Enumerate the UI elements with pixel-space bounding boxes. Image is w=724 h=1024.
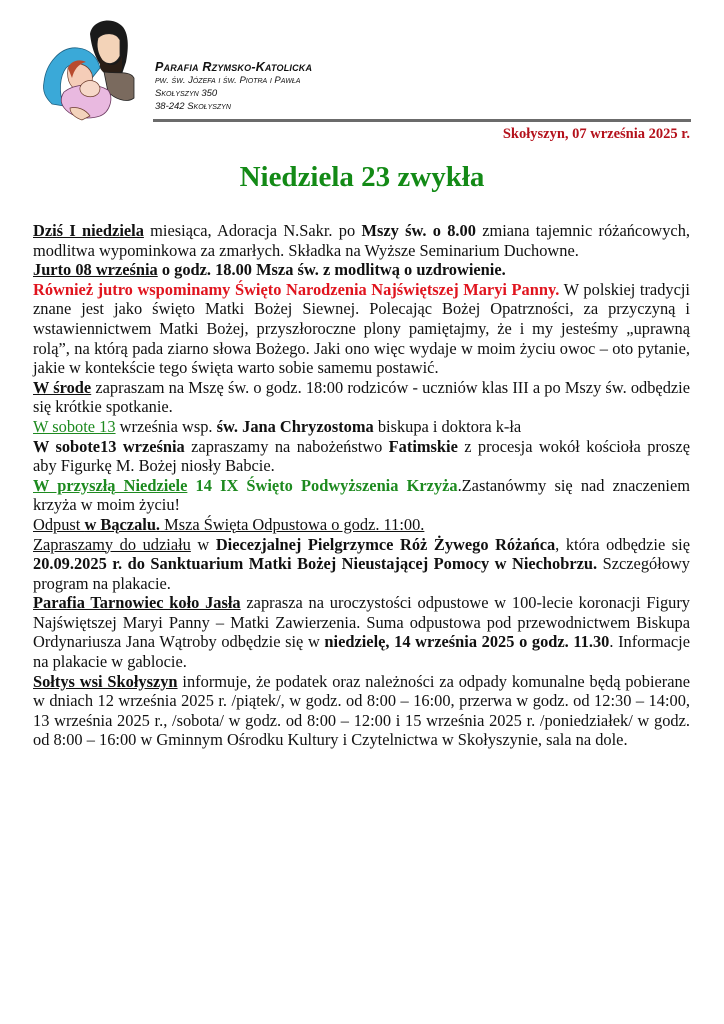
announcement-bold: Diecezjalnej Pielgrzymce Róż Żywego Różańca — [215, 534, 556, 554]
announcement-text: .Zastanówmy się nad znaczeniem krzyża w moim życiu! — [33, 475, 690, 515]
announcement-text: w — [190, 534, 216, 554]
announcement-green-bold: 14 IX Święto Podwyższenia Krzyża — [187, 475, 458, 495]
parish-dedication: pw. św. Józefa i św. Piotra i Pawła — [155, 75, 301, 86]
announcement-text: . Informacje na plakacie w gablocie. — [33, 632, 690, 672]
announcement-text: zapraszamy na nabożeństwo — [184, 436, 389, 456]
announcement-baczal-indulgence — [33, 515, 690, 535]
announcement-fatima-service — [33, 437, 690, 476]
parish-address-line1: Skołyszyn 350 — [155, 88, 218, 99]
announcement-lead: Zapraszamy do udziału — [33, 534, 191, 554]
dateline: Skołyszyn, 07 września 2025 r. — [502, 126, 690, 142]
announcement-text: Msza Święta Odpustowa o godz. 11:00. — [160, 514, 425, 534]
announcement-bold: św. Jana Chryzostoma — [216, 416, 374, 436]
announcement-lead: W sobote 13 — [33, 416, 116, 436]
parish-address-line2: 38-242 Skołyszyn — [155, 101, 231, 112]
parish-name: Parafia Rzymsko-Katolicka — [155, 60, 313, 74]
announcement-text: zmiana tajemnic różańcowych, modlitwa wypominkowa za zmarłych. Składka na Wyższe Seminarium Duchowne. — [33, 221, 690, 260]
announcement-text: miesiąca, Adoracja N.Sakr. po — [143, 221, 362, 240]
announcement-lead: W sobote13 września — [33, 436, 185, 456]
holy-family-logo-icon — [30, 12, 150, 124]
announcement-monday-mass — [33, 260, 690, 280]
announcement-text: zaprasza na uroczystości odpustowe w 100-lecie koronacji Figury Najświętszej Maryi Panny – Matki Zawierzenia. Suma odpustowa pod przewodnictwem Biskupa Ordynariusza Jana Wątroby odbędzie się w — [33, 593, 690, 652]
announcement-wednesday — [33, 378, 690, 417]
announcement-text: Odpust — [33, 514, 85, 534]
announcement-bold: w Bączalu. — [84, 514, 161, 534]
announcement-nativity-of-mary — [33, 280, 690, 378]
announcement-text: , która odbędzie się — [555, 534, 690, 554]
announcement-text: września wsp. — [115, 416, 217, 436]
header-divider — [153, 119, 691, 122]
announcement-tarnowiec-parish — [33, 593, 690, 671]
announcement-text: zapraszam na Mszę św. o godz. 18:00 rodziców - uczniów klas III a po Mszy św. odbędzie się krótkie spotkanie. — [33, 377, 690, 417]
announcement-lead: Dziś I niedziela — [33, 221, 144, 240]
announcement-saturday-chrysostom — [33, 417, 690, 437]
announcement-lead: W środe — [33, 377, 92, 397]
announcement-bold: 20.09.2025 r. do Sanktuarium Matki Bożej Nieustającej Pomocy w Niechobrzu. — [33, 554, 598, 574]
announcement-rosary-pilgrimage — [33, 535, 690, 594]
announcement-text: biskupa i doktora k-ła — [373, 416, 522, 436]
announcement-lead: Parafia Tarnowiec koło Jasła — [33, 593, 241, 613]
page-title: Niedziela 23 zwykła — [239, 161, 485, 193]
announcement-lead: Jurto 08 września — [33, 260, 158, 280]
announcement-text: Szczegółowy program na plakacie. — [33, 554, 690, 593]
announcement-bold: niedzielę, 14 września 2025 o godz. 11.30 — [324, 632, 610, 652]
announcement-text: W polskiej tradycji znane jest jako święto Matki Bożej Siewnej. Polecając Bożej Opatrzności, za przyczyną i wstawiennictwem Matki Bożej, przyszłoroczne plony pamiętajmy, że i my jesteśmy „uprawną rolą”, na którą pada ziarno słowa Bożego. Jaki ono więc wydaje w moim życiu owoc – oto pytanie, jakie w kontekście tego święta warto sobie samemu postawić. — [33, 279, 690, 378]
announcement-red-heading: Również jutro wspominamy Święto Narodzenia Najświętszej Maryi Panny. — [33, 279, 560, 299]
announcement-first-sunday — [33, 221, 690, 260]
announcement-exaltation-of-cross — [33, 476, 690, 515]
announcement-bold: Mszy św. o 8.00 — [361, 221, 476, 240]
announcement-bold: Fatimskie — [388, 436, 458, 456]
announcements — [33, 221, 690, 750]
parish-header — [155, 60, 312, 113]
announcement-text: z procesja wokół kościoła proszę aby Figurkę M. Bożej niosły Babcie. — [33, 436, 690, 476]
announcement-village-head-taxes — [33, 672, 690, 750]
announcement-lead: Sołtys wsi Skołyszyn — [33, 671, 178, 691]
announcement-lead: W przyszłą Niedziele — [33, 475, 188, 495]
announcement-text: o godz. 18.00 Msza św. z modlitwą o uzdrowienie. — [157, 260, 506, 280]
announcement-text: informuje, że podatek oraz należności za odpady komunalne będą pobierane w dniach 12 września 2025 r. /piątek/, w godz. od 8:00 – 16:00, przerwa w godz. od 12:30 – 14:00, 13 września 2025 r., /sobota/ w godz. od 8:00 – 12:00 i 15 września 2025 r. /poniedziałek/ w godz. od 8:00 – 16:00 w Gminnym Ośrodku Kultury i Czytelnictwa w Skołyszynie, sala na dole. — [33, 671, 690, 750]
